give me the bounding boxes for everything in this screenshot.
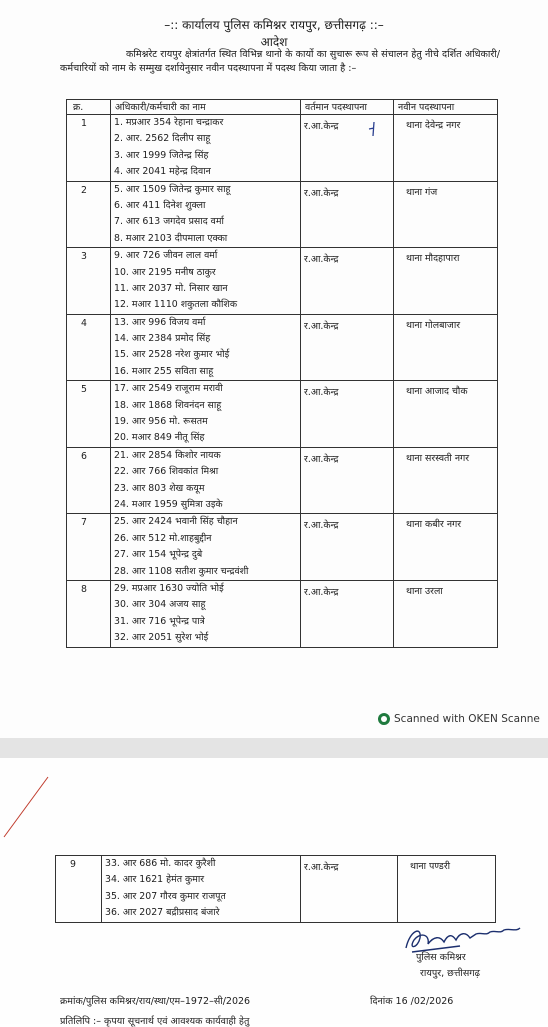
table-row bbox=[67, 381, 498, 448]
row-current-posting: र.आ.केन्द्र bbox=[301, 115, 394, 182]
header-name: अधिकारी/कर्मचारी का नाम bbox=[111, 100, 301, 115]
employee-name: 34. आर 1621 हेमंत कुमार bbox=[105, 874, 205, 886]
header-sno: क्र. bbox=[67, 100, 111, 115]
row-names bbox=[111, 314, 301, 381]
employee-name: 32. आर 2051 सुरेश भोई bbox=[114, 632, 209, 644]
employee-name: 29. मप्रआर 1630 ज्योति भोई bbox=[114, 582, 224, 594]
employee-name: 22. आर 766 शिवकांत मिश्रा bbox=[114, 466, 219, 478]
row-current-posting: र.आ.केन्द्र bbox=[301, 447, 394, 514]
employee-name: 13. आर 996 विजय वर्मा bbox=[114, 316, 206, 328]
employee-name: 15. आर 2528 नरेश कुमार भोई bbox=[114, 349, 230, 361]
employee-name: 17. आर 2549 राजूराम मरावी bbox=[114, 383, 223, 395]
employee-name: 35. आर 207 गौरव कुमार राजपूत bbox=[105, 890, 226, 902]
employee-name: 1. मप्रआर 354 रेहाना चन्द्राकर bbox=[114, 117, 224, 128]
pen-stroke-mark bbox=[0, 775, 60, 845]
row-serial: 6 bbox=[67, 447, 111, 514]
employee-name: 12. मआर 1110 शकुतला कौशिक bbox=[114, 299, 238, 311]
table-row bbox=[67, 580, 498, 647]
row-new-posting: थाना देवेन्द्र नगर bbox=[394, 115, 498, 182]
table-row bbox=[67, 514, 498, 581]
employee-name: 11. आर 2037 मो. निसार खान bbox=[114, 282, 228, 294]
row-current-posting: र.आ.केन्द्र bbox=[301, 856, 398, 923]
table-row bbox=[67, 248, 498, 315]
employee-name: 27. आर 154 भूपेन्द्र दुबे bbox=[114, 549, 203, 561]
row-current-posting: र.आ.केन्द्र bbox=[301, 580, 394, 647]
row-names bbox=[102, 856, 301, 923]
employee-name: 20. मआर 849 नीतू सिंह bbox=[114, 432, 205, 444]
table-row bbox=[56, 856, 496, 923]
row-names bbox=[111, 248, 301, 315]
table-header-row bbox=[67, 100, 498, 115]
row-serial: 8 bbox=[67, 580, 111, 647]
employee-name: 16. मआर 255 सविता साहू bbox=[114, 365, 214, 377]
row-names bbox=[111, 115, 301, 182]
row-current-posting: र.आ.केन्द्र bbox=[301, 514, 394, 581]
row-names bbox=[111, 181, 301, 248]
row-new-posting: थाना आजाद चौक bbox=[394, 381, 498, 448]
row-current-posting: र.आ.केन्द्र bbox=[301, 314, 394, 381]
employee-name: 30. आर 304 अजय साहू bbox=[114, 599, 206, 611]
employee-name: 7. आर 613 जगदेव प्रसाद वर्मा bbox=[114, 216, 224, 228]
row-names bbox=[111, 580, 301, 647]
order-number: क्रमांक/पुलिस कमिश्नर/राय/स्था/एम–1972–सी/2026 bbox=[60, 996, 251, 1007]
signatory-designation: पुलिस कमिश्नर bbox=[416, 952, 466, 963]
employee-name: 9. आर 726 जीवन लाल वर्मा bbox=[114, 250, 218, 262]
row-serial: 4 bbox=[67, 314, 111, 381]
row-current-posting: र.आ.केन्द्र bbox=[301, 248, 394, 315]
employee-name: 33. आर 686 मो. कादर कुरैशी bbox=[105, 858, 216, 869]
employee-name: 19. आर 956 मो. रूसतम bbox=[114, 416, 208, 428]
row-new-posting: थाना कबीर नगर bbox=[394, 514, 498, 581]
employee-name: 36. आर 2027 बद्रीप्रसाद बंजारे bbox=[105, 907, 220, 919]
employee-name: 8. मआर 2103 दीपमाला एक्का bbox=[114, 232, 228, 244]
order-date: दिनांक 16 /02/2026 bbox=[370, 996, 454, 1007]
table-row bbox=[67, 115, 498, 182]
scanner-watermark: Scanned with OKEN Scanne bbox=[378, 713, 540, 725]
row-serial: 7 bbox=[67, 514, 111, 581]
row-new-posting: थाना सरस्वती नगर bbox=[394, 447, 498, 514]
employee-name: 24. मआर 1959 सुमित्रा उइके bbox=[114, 498, 223, 510]
row-new-posting: थाना गोलबाजार bbox=[394, 314, 498, 381]
row-current-posting: र.आ.केन्द्र bbox=[301, 181, 394, 248]
header-current-posting: वर्तमान पदस्थापना bbox=[301, 100, 394, 115]
header-new-posting: नवीन पदस्थापना bbox=[394, 100, 498, 115]
table-row bbox=[67, 181, 498, 248]
order-intro-text: कमिश्नरेट रायपुर क्षेत्रांतर्गत स्थित विभिन्न थानो के कार्यो का सुचारू रूप से संचालन हेतु नीचे दर्शित अधिकारी/कर्मचारियों को नाम के सम्मुख दर्शायेनुसार नवीन पदस्थापना में पदस्थ किया जाता है :– bbox=[60, 49, 500, 74]
employee-name: 3. आर 1999 जितेन्द्र सिंह bbox=[114, 149, 209, 161]
row-names bbox=[111, 381, 301, 448]
employee-name: 14. आर 2384 प्रमोद सिंह bbox=[114, 333, 211, 345]
employee-name: 23. आर 803 शेख कयूम bbox=[114, 482, 205, 494]
row-serial: 3 bbox=[67, 248, 111, 315]
employee-name: 6. आर 411 दिनेश शुक्ला bbox=[114, 199, 206, 211]
employee-name: 21. आर 2854 किशोर नायक bbox=[114, 449, 221, 461]
employee-name: 18. आर 1868 शिवनंदन साहू bbox=[114, 399, 222, 411]
row-new-posting: थाना उरला bbox=[394, 580, 498, 647]
employee-name: 4. आर 2041 महेन्द्र दिवान bbox=[114, 166, 211, 178]
office-title: –:: कार्यालय पुलिस कमिश्नर रायपुर, छत्तीसगढ़ ::– bbox=[164, 18, 384, 32]
posting-table bbox=[66, 99, 498, 648]
row-names bbox=[111, 514, 301, 581]
row-serial: 5 bbox=[67, 381, 111, 448]
copy-line: प्रतिलिपि :– कृपया सूचनार्थ एवं आवश्यक कार्यवाही हेतु bbox=[60, 1016, 250, 1027]
row-new-posting: थाना मौदहापारा bbox=[394, 248, 498, 315]
table-row bbox=[67, 447, 498, 514]
order-heading: आदेश bbox=[260, 35, 288, 49]
row-new-posting: थाना गंज bbox=[394, 181, 498, 248]
row-names bbox=[111, 447, 301, 514]
employee-name: 26. आर 512 मो.शाहबुद्दीन bbox=[114, 532, 212, 544]
employee-name: 10. आर 2195 मनीष ठाकुर bbox=[114, 266, 216, 278]
row-serial: 9 bbox=[56, 856, 102, 923]
posting-table-continued bbox=[55, 855, 496, 923]
row-serial: 2 bbox=[67, 181, 111, 248]
employee-name: 2. आर. 2562 दिलीप साहू bbox=[114, 133, 211, 145]
employee-name: 5. आर 1509 जितेन्द्र कुमार साहू bbox=[114, 183, 231, 195]
signatory-place: रायपुर, छत्तीसगढ़ bbox=[420, 968, 480, 979]
employee-name: 28. आर 1108 सतीश कुमार चन्द्रवंशी bbox=[114, 565, 249, 577]
row-serial: 1 bbox=[67, 115, 111, 182]
row-new-posting: थाना पण्डरी bbox=[398, 856, 496, 923]
page-separator bbox=[0, 738, 548, 758]
row-current-posting: र.आ.केन्द्र bbox=[301, 381, 394, 448]
table-row bbox=[67, 314, 498, 381]
employee-name: 25. आर 2424 भवानी सिंह चौहान bbox=[114, 516, 238, 528]
employee-name: 31. आर 716 भूपेन्द्र पात्रे bbox=[114, 615, 205, 627]
scanner-logo-icon bbox=[378, 713, 390, 725]
